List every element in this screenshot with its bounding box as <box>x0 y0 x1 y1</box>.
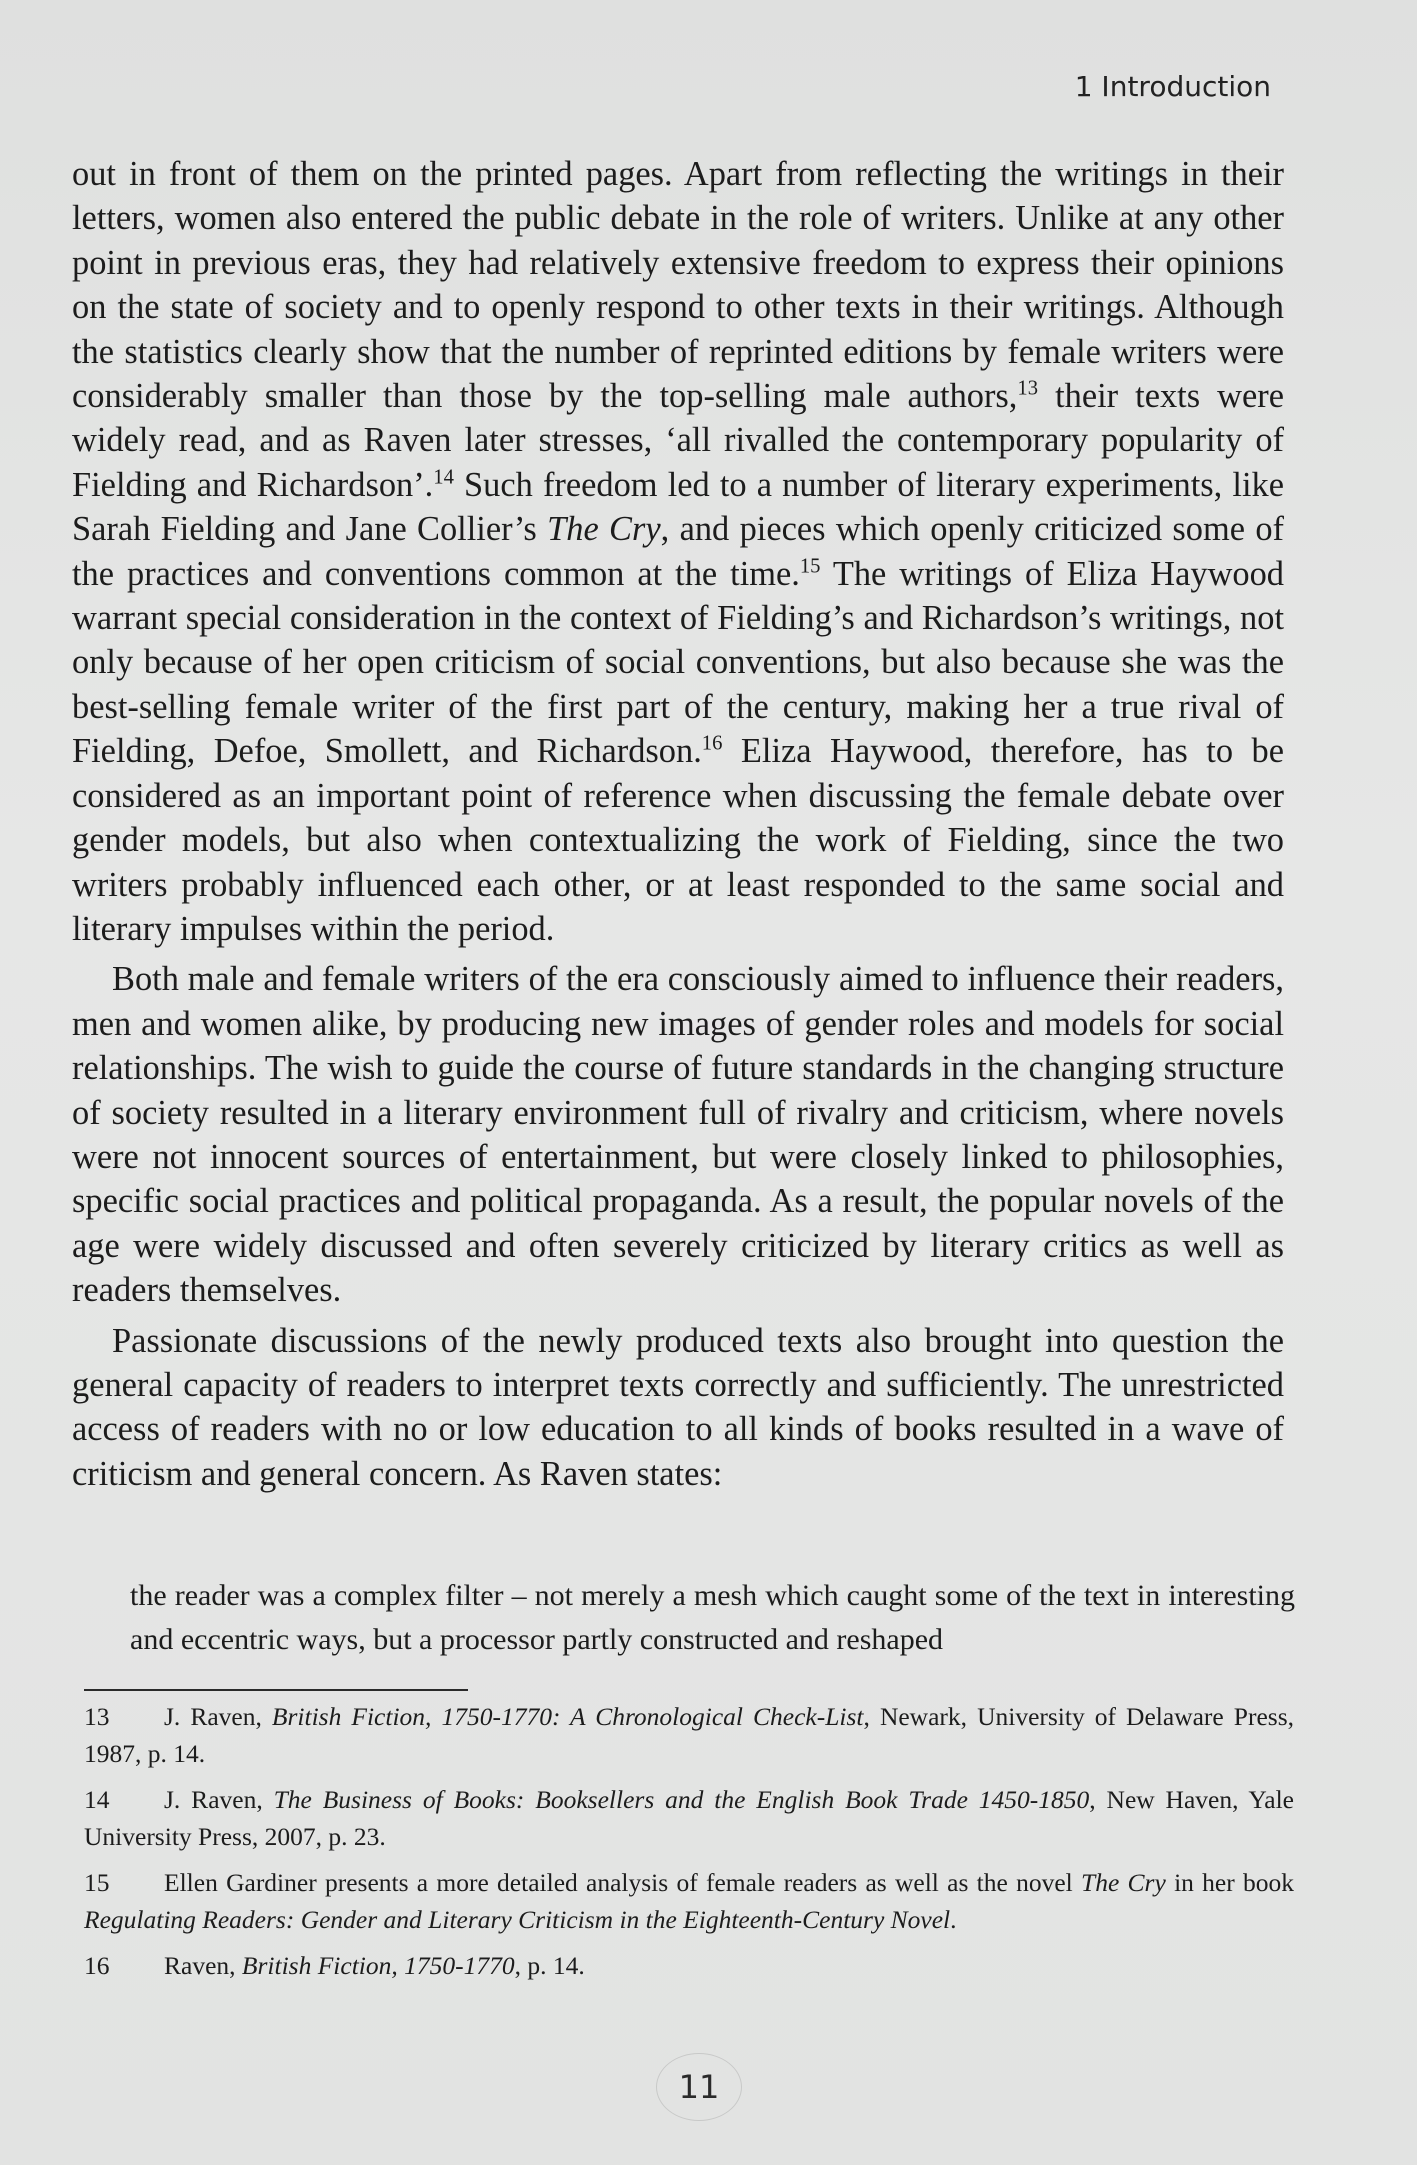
footnote-ref-13: 13 <box>1017 377 1039 400</box>
block-quote: the reader was a complex filter – not merely a mesh which caught some of the text in interesting and eccentric ways, but a processor partly constructed and reshaped <box>130 1579 1295 1656</box>
footnote-ref-16: 16 <box>701 732 723 755</box>
running-head: 1 Introduction <box>1074 70 1271 103</box>
footnotes <box>84 1698 1294 1993</box>
footnote-16: 16 Raven, British Fiction, 1750-1770, p. 14. <box>84 1951 585 1980</box>
footnote-ref-15: 15 <box>799 555 821 578</box>
footnote-15: 15 Ellen Gardiner presents a more detailed analysis of female readers as well as the novel The Cry in her book Regulating Readers: Gender and Literary Criticism in the Eighteenth-Century Novel. <box>84 1868 1294 1934</box>
footnote-divider <box>84 1689 468 1691</box>
paragraph-1: out in front of them on the printed pages. Apart from reflecting the writings in their letters, women also entered the public debate in the role of writers. Unlike at any other point in previous eras, they had relatively extensive freedom to express their opinions on the state of society and to openly respond to other texts in their writings. Although the statistics clearly show that the number of reprinted editions by female writers were considerably smaller than those by the top-selling male authors,$^{13}$ their texts were widely read, and as Raven later stresses, ‘all rivalled the contemporary popularity of Fielding and Richardson’.$^{14}$ Such freedom led to a number of literary experiments, like Sarah Fielding and Jane Collier’s The Cry, and pieces which openly criticized some of the practices and conventions common at the time.$^{15}$ The writings of Eliza Haywood warrant special consideration in the context of Fielding’s and Richardson’s writings, not only because of her open criticism of social conventions, but also because she was the best-selling female writer of the first part of the century, making her a true rival of Fielding, Defoe, Smollett, and Richardson.$^{16}$ Eliza Haywood, therefore, has to be considered as an important point of reference when discussing the female debate over gender models, but also when contextualizing the work of Fielding, since the two writers probably influenced each other, or at least responded to the same social and literary impulses within the period. <box>72 155 1284 948</box>
footnote-ref-14: 14 <box>433 466 454 489</box>
footnote-14: 14 J. Raven, The Business of Books: Booksellers and the English Book Trade 1450-1850, New Haven, Yale University Press, 2007, p. 23. <box>84 1785 1295 1851</box>
paragraph-2: Both male and female writers of the era consciously aimed to influence their readers, men and women alike, by producing new images of gender roles and models for social relationships. The wish to guide the course of future standards in the changing structure of society resulted in a literary environment full of rivalry and criticism, where novels were not innocent sources of entertainment, but were closely linked to philosophies, specific social practices and political propaganda. As a result, the popular novels of the age were widely discussed and often severely criticized by literary critics as well as readers themselves. <box>72 960 1284 1310</box>
body-text <box>72 152 1284 1496</box>
page-number: 11 <box>656 2053 742 2121</box>
footnote-13: 13 J. Raven, British Fiction, 1750-1770: A Chronological Check-List, Newark, University of Delaware Press, 1987, p. 14. <box>84 1702 1294 1768</box>
paragraph-3: Passionate discussions of the newly produced texts also brought into question the general capacity of readers to interpret texts correctly and sufficiently. The unrestricted access of readers with no or low education to all kinds of books resulted in a wave of criticism and general concern. As Raven states: <box>72 1321 1284 1493</box>
